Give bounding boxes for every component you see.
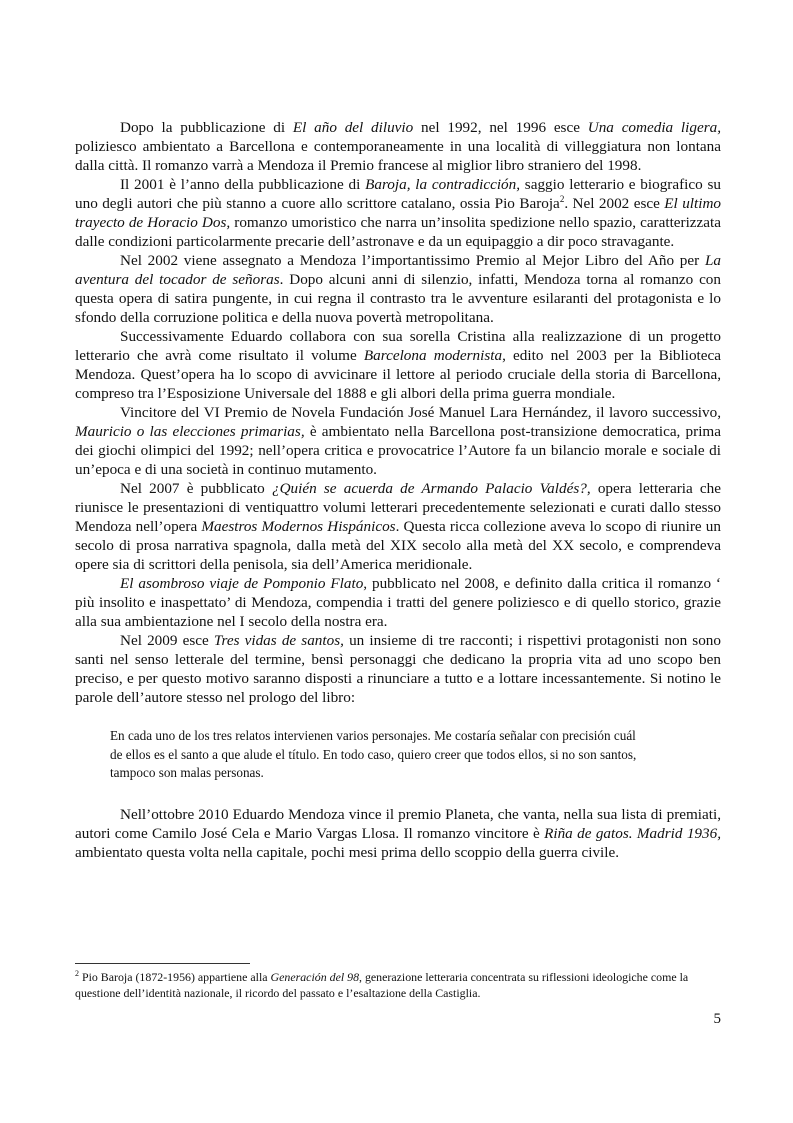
italic-title: Mauricio o las elecciones primarias, <box>75 423 305 440</box>
italic-title: El ultimo trayecto de Horacio Dos, <box>75 195 722 231</box>
text-run: un insieme di tre racconti; i rispettivi protagonisti non sono santi nel senso letterale del termine, bensì personaggi che dedicano la propria vita ad uno scopo ben preciso, e per questo motivo saranno disposti a rinunciare a tutto e a lottare incessantemente. Si notino le parole dell’autore stesso nel prologo del libro: <box>75 632 721 706</box>
text-run: Dopo la pubblicazione di <box>120 119 293 136</box>
text-run: . Dopo alcuni anni di silenzio, infatti, Mendoza torna al romanzo con questa opera di satira pungente, in cui regna il contrasto tra le avventure esilaranti del protagonista e lo sfondo della corruzione politica e della nuova povertà metropolitana. <box>75 271 721 326</box>
paragraph-7 <box>75 574 721 631</box>
quote-line: tampoco son malas personas. <box>110 765 264 780</box>
italic-title: Baroja, la contradicción, <box>365 176 521 193</box>
text-run: Nell’ottobre 2010 Eduardo Mendoza vince il premio Planeta, che vanta, nella sua lista di premiati, autori come Camilo José Cela e Mario Vargas Llosa. Il romanzo vincitore è <box>75 805 721 842</box>
text-run: Nel 2009 esce <box>120 632 214 649</box>
text-run: , pubblicato nel 2008, e definito dalla critica il romanzo ‘ più insolito e inaspettato’ di Mendoza, compendia i tratti del genere poliziesco e di quello storico, grazie alla sua ambientazione nel I secolo della nostra era. <box>75 575 721 630</box>
page-body <box>75 118 721 862</box>
italic-title: Maestros Modernos Hispánicos <box>201 518 396 535</box>
text-run: . Questa ricca collezione aveva lo scopo di riunire un secolo di prosa narrativa spagnola, dalla metà del XIX secolo alla metà del XX secolo, e comprendeva opere sia di scrittori della penisola, sia dell’America meridionale. <box>75 518 721 573</box>
italic-title: Tres vidas de santos, <box>213 632 344 649</box>
italic-title: Una comedia ligera, <box>587 119 722 136</box>
italic-title: ¿Quién se acuerda de Armando Palacio Valdés? <box>271 480 587 497</box>
block-quote <box>110 727 706 783</box>
footnote-marker: 2 <box>75 969 79 979</box>
text-run: , edito nel 2003 per la Biblioteca Mendoza. Quest’opera ha lo scopo di avvicinare il lettore al periodo cruciale della storia di Barcellona, compreso tra l’Esposizione Universale del 1888 e gli albori della prima guerra mondiale. <box>75 347 721 402</box>
text-run: . Nel 2002 esce <box>564 195 665 212</box>
text-run: romanzo umoristico che narra un’insolita spedizione nello spazio, caratterizzata dalle condizioni particolarmente precarie dell’astronave e da un equipaggio a dir poco stravagante. <box>75 214 721 250</box>
footnote <box>75 970 725 1001</box>
text-run: nel 1992, nel 1996 esce <box>413 119 588 136</box>
italic-title: La aventura del tocador de señoras <box>75 252 721 288</box>
text-run: , opera letteraria che riunisce le presentazioni di ventiquattro volumi letterari precedentemente selezionati e curati dallo stesso Mendoza nell’opera <box>75 480 721 535</box>
paragraph-2 <box>75 175 721 251</box>
text-run: è ambientato nella Barcellona post-transizione democratica, prima dei giochi olimpici del 1992; nell’opera critica e provocatrice l’Autore fa un bilancio morale e sociale di un’epoca e di una società in continuo mutamento. <box>75 423 721 478</box>
text-run: Vincitore del VI Premio de Novela Fundación José Manuel Lara Hernández, il lavoro successivo, <box>120 404 721 421</box>
quote-line: En cada uno de los tres relatos intervienen varios personajes. Me costaría señalar con precisión cuál <box>110 728 636 743</box>
paragraph-4 <box>75 327 721 403</box>
paragraph-9 <box>75 805 721 862</box>
paragraph-3 <box>75 251 721 327</box>
text-run: ambientato questa volta nella capitale, pochi mesi prima dello scoppio della guerra civile. <box>75 843 620 861</box>
footnote-divider <box>75 963 250 964</box>
italic-title: Barcelona modernista <box>363 347 503 364</box>
italic-title: Generación del 98 <box>270 970 360 984</box>
text-run: Nel 2007 è pubblicato <box>120 480 272 497</box>
text-run: Successivamente Eduardo collabora con sua sorella Cristina alla realizzazione di un progetto letterario che avrà come risultato il volume <box>75 328 721 364</box>
text-run: Pio Baroja (1872-1956) appartiene alla <box>79 970 271 984</box>
italic-title: Riña de gatos. Madrid 1936, <box>544 824 721 842</box>
quote-line: de ellos es el santo a que alude el título. En todo caso, quiero creer que todos ellos, si no son santos, <box>110 746 637 762</box>
text-run: saggio letterario e biografico su uno degli autori che più stanno a cuore allo scrittore catalano, ossia Pio Baroja <box>75 176 721 212</box>
italic-title: El año del diluvio <box>292 119 414 136</box>
paragraph-6 <box>75 479 721 574</box>
text-run: poliziesco ambientato a Barcellona e contemporaneamente in una località di villeggiatura non lontana dalla città. Il romanzo varrà a Mendoza il Premio francese al miglior libro straniero del 1998. <box>75 138 721 174</box>
paragraph-8 <box>75 631 721 707</box>
text-run: Il 2001 è l’anno della pubblicazione di <box>120 176 366 193</box>
text-run: Nel 2002 viene assegnato a Mendoza l’importantissimo Premio al Mejor Libro del Año per <box>120 252 705 269</box>
italic-title: El asombroso viaje de Pomponio Flato <box>120 575 364 592</box>
page-number: 5 <box>713 1011 721 1027</box>
paragraph-5 <box>75 403 721 479</box>
footnote-marker: 2 <box>559 193 565 204</box>
paragraph-1 <box>75 118 721 175</box>
text-run: , generazione letteraria concentrata su riflessioni ideologiche come la questione dell’identità nazionale, il ricordo del passato e l’esaltazione della Castiglia. <box>75 970 689 1000</box>
